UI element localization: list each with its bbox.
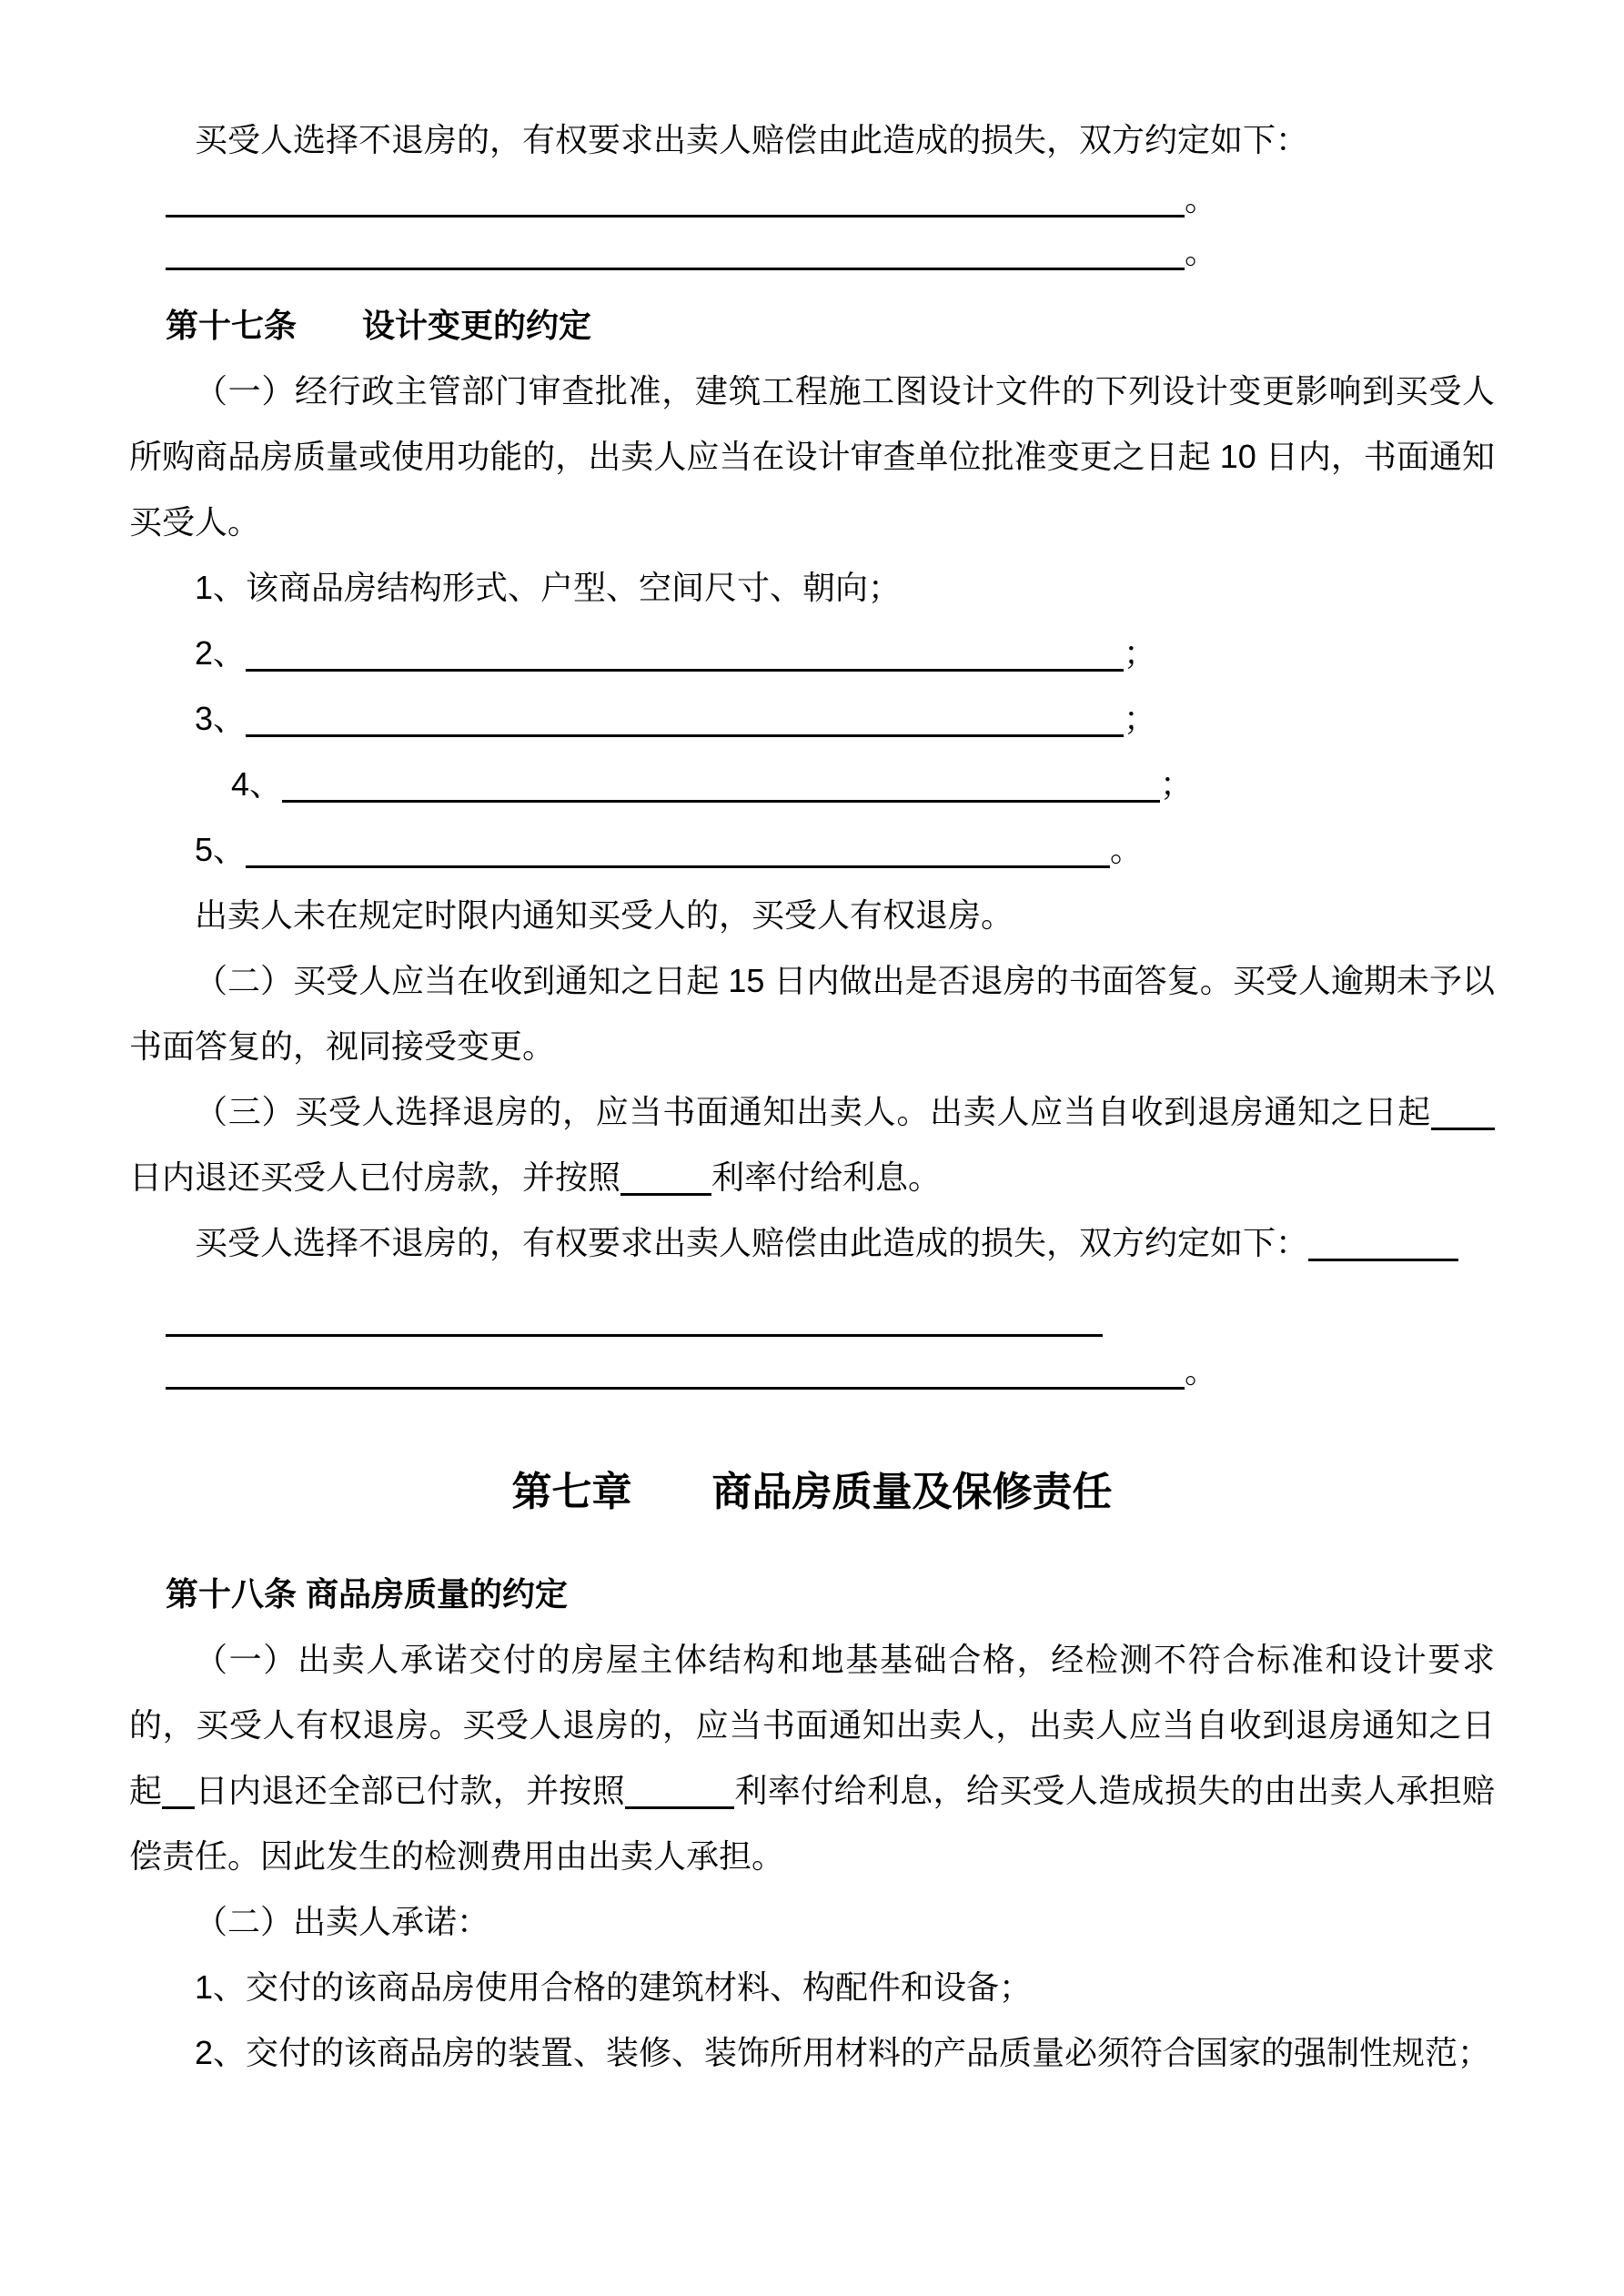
fill-in-blank[interactable] [162, 1772, 195, 1809]
paragraph [129, 1627, 1495, 1889]
text-run: 2、交付的该商品房的装置、装修、装饰所用材料的产品质量必须符合国家的强制性规范； [195, 2034, 1491, 2071]
fill-in-blank[interactable] [246, 634, 1124, 672]
text-run: 日内退还买受人已付房款，并按照 [129, 1158, 621, 1196]
document-body [129, 107, 1495, 2086]
fill-in-blank[interactable] [282, 765, 1160, 803]
blank-line [166, 173, 1495, 226]
text-run: （二）买受人应当在收到通知之日起 15 日内做出是否退房的书面答复。买受人逾期未予以书面答复的，视同接受变更。 [129, 962, 1495, 1065]
fill-in-blank[interactable] [166, 233, 1185, 270]
paragraph [129, 1889, 1495, 1955]
text-run: 2、 [195, 634, 247, 672]
fill-in-blank[interactable] [166, 1300, 1103, 1337]
text-run: （二）出卖人承诺： [195, 1903, 490, 1940]
numbered-item [195, 686, 1495, 752]
text-run: 利率付给利息，给买受人造成损失的由出卖人承担赔偿责任。因此发生的检测费用由出卖人承担。 [129, 1772, 1495, 1875]
paragraph [129, 107, 1495, 173]
text-run: （三）买受人选择退房的，应当书面通知出卖人。出卖人应当自收到退房通知之日起 [195, 1093, 1431, 1130]
paragraph [129, 1079, 1495, 1210]
text-run: ； [1160, 765, 1194, 803]
text-run: 5、 [195, 831, 247, 868]
fill-in-blank[interactable] [166, 180, 1185, 217]
text-run: （一）出卖人承诺交付的房屋主体结构和地基基础合格，经检测不符合标准和设计要求的，买受人有权退房。买受人退房的，应当书面通知出卖人，出卖人应当自收到退房通知之日起 [129, 1641, 1495, 1809]
text-run: ； [1124, 700, 1157, 737]
fill-in-blank[interactable] [620, 1158, 711, 1196]
text-run: ； [1124, 634, 1157, 672]
text-run: 利率付给利息。 [711, 1158, 942, 1196]
chapter-heading [129, 1465, 1495, 1520]
blank-line-suffix: 。 [1185, 180, 1218, 217]
article-heading-text: 第十八条 商品房质量的约定 [166, 1575, 569, 1613]
fill-in-blank[interactable] [1308, 1224, 1458, 1261]
paragraph [129, 359, 1495, 555]
fill-in-blank[interactable] [246, 831, 1110, 868]
text-run: 1、交付的该商品房使用合格的建筑材料、构配件和设备； [195, 1968, 1033, 2006]
article-heading-text: 第十七条 设计变更的约定 [166, 307, 592, 344]
text-run: 4、 [231, 765, 283, 803]
text-run: 1、该商品房结构形式、户型、空间尺寸、朝向； [195, 569, 902, 606]
blank-line [166, 1292, 1495, 1345]
blank-line [166, 226, 1495, 278]
numbered-item [231, 752, 1495, 817]
numbered-item [195, 1955, 1495, 2020]
article-heading [166, 293, 1495, 359]
text-run: 。 [1110, 831, 1144, 868]
blank-line-suffix: 。 [1185, 1352, 1218, 1390]
article-heading [166, 1562, 1495, 1627]
text-run: 买受人选择不退房的，有权要求出卖人赔偿由此造成的损失，双方约定如下： [195, 1224, 1309, 1261]
text-run: 日内退还全部已付款，并按照 [195, 1772, 626, 1809]
blank-line-suffix: 。 [1185, 233, 1218, 270]
paragraph [129, 1210, 1495, 1276]
fill-in-blank[interactable] [625, 1772, 734, 1809]
paragraph [129, 883, 1495, 948]
numbered-item [195, 621, 1495, 686]
text-run: （一）经行政主管部门审查批准，建筑工程施工图设计文件的下列设计变更影响到买受人所购商品房质量或使用功能的，出卖人应当在设计审查单位批准变更之日起 10 日内，书面通知买受人。 [129, 372, 1495, 541]
fill-in-blank[interactable] [246, 700, 1124, 737]
text-run: 买受人选择不退房的，有权要求出卖人赔偿由此造成的损失，双方约定如下： [195, 121, 1309, 158]
chapter-heading-text: 第七章 商品房质量及保修责任 [511, 1470, 1113, 1514]
numbered-item [195, 2020, 1495, 2086]
numbered-item [195, 817, 1495, 883]
numbered-item [195, 555, 1495, 621]
fill-in-blank[interactable] [1431, 1093, 1495, 1130]
fill-in-blank[interactable] [166, 1352, 1185, 1390]
blank-line [166, 1345, 1495, 1398]
text-run: 3、 [195, 700, 247, 737]
text-run: 出卖人未在规定时限内通知买受人的，买受人有权退房。 [195, 896, 1014, 934]
paragraph [129, 948, 1495, 1079]
